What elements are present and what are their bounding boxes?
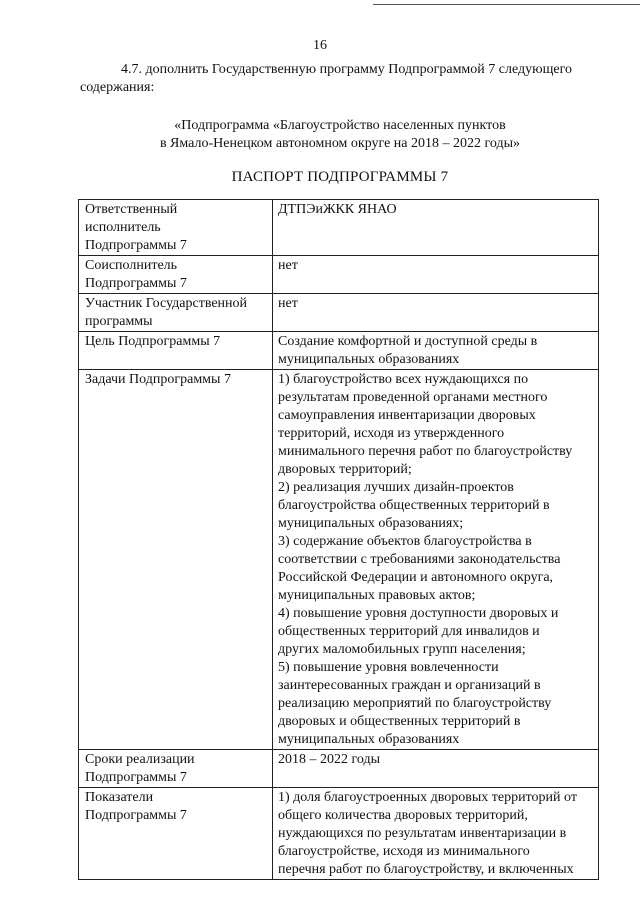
value-tasks: 1) благоустройство всех нуждающихся по результатам проведенной органами местного самоуправления инвентаризации дворовых территорий, исходя из утвержденного минимального перечня работ по благоустройству дворовых территорий; 2) реализация лучших дизайн-проектов благоустройства общественных территорий в муниципальных образованиях; 3) содержание объектов благоустройства в соответствии с требованиями законодательства Российской Федерации и автономного округа, муниципальных правовых актов; 4) повышение уровня доступности дворовых и общественных территорий для инвалидов и других маломобильных групп населения; 5) повышение уровня вовлеченности заинтересованных граждан и организаций в реализацию мероприятий по благоустройству дворовых и общественных территорий в муниципальных образованиях bbox=[273, 370, 599, 750]
row-responsible bbox=[79, 200, 599, 256]
value-goal: Создание комфортной и доступной среды в муниципальных образованиях bbox=[273, 332, 599, 370]
row-tasks bbox=[79, 370, 599, 750]
row-terms bbox=[79, 750, 599, 788]
passport-table bbox=[78, 199, 599, 880]
caption-line-1: «Подпрограмма «Благоустройство населенных пунктов bbox=[174, 118, 506, 133]
passport-heading: ПАСПОРТ ПОДПРОГРАММЫ 7 bbox=[231, 169, 449, 185]
intro-line-1: 4.7. дополнить Государственную программу Подпрограммой 7 следующего bbox=[121, 62, 572, 77]
label-goal: Цель Подпрограммы 7 bbox=[79, 332, 273, 370]
page-number: 16 bbox=[313, 38, 327, 53]
intro-line-2: содержания: bbox=[80, 80, 155, 95]
row-goal bbox=[79, 332, 599, 370]
value-coexecutor: нет bbox=[273, 256, 599, 294]
value-terms: 2018 – 2022 годы bbox=[273, 750, 599, 788]
subprogram-caption bbox=[80, 117, 600, 153]
intro-paragraph bbox=[80, 61, 600, 97]
label-indicators: Показатели Подпрограммы 7 bbox=[79, 788, 273, 880]
caption-line-2: в Ямало-Ненецком автономном округе на 2018 – 2022 годы» bbox=[159, 136, 521, 151]
value-indicators: 1) доля благоустроенных дворовых территорий от общего количества дворовых территорий, нуждающихся по результатам инвентаризации в благоустройстве, исходя из минимального перечня работ по благоустройству, и включенных bbox=[273, 788, 599, 880]
label-tasks: Задачи Подпрограммы 7 bbox=[79, 370, 273, 750]
top-rule bbox=[373, 4, 640, 5]
label-coexecutor: Соисполнитель Подпрограммы 7 bbox=[79, 256, 273, 294]
row-coexecutor bbox=[79, 256, 599, 294]
row-participant bbox=[79, 294, 599, 332]
value-responsible: ДТПЭиЖКК ЯНАО bbox=[273, 200, 599, 256]
label-terms: Сроки реализации Подпрограммы 7 bbox=[79, 750, 273, 788]
value-participant: нет bbox=[273, 294, 599, 332]
label-responsible: Ответственный исполнитель Подпрограммы 7 bbox=[79, 200, 273, 256]
row-indicators bbox=[79, 788, 599, 880]
label-participant: Участник Государственной программы bbox=[79, 294, 273, 332]
